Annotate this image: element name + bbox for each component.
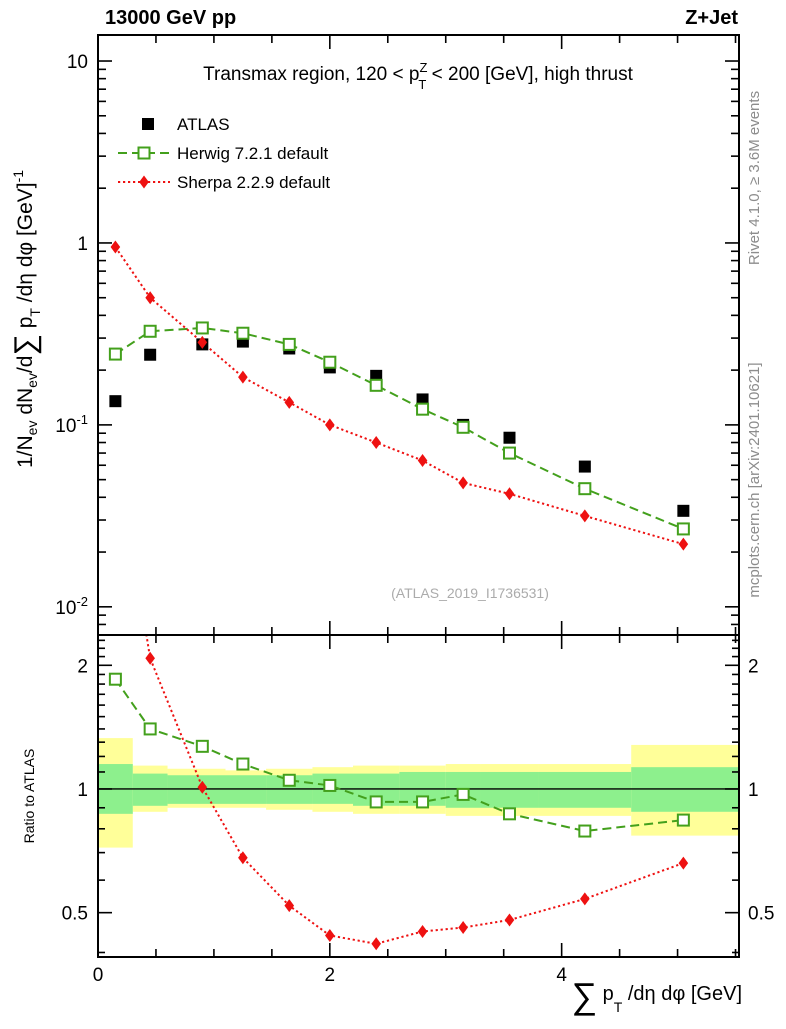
ratio-uncertainty-bands [98, 738, 739, 848]
ratio-tick-label-left: 0.5 [61, 903, 88, 925]
herwig-marker [237, 328, 248, 339]
sherpa-marker [371, 436, 381, 449]
herwig-marker [110, 349, 121, 360]
ratio-tick-label-left: 2 [77, 656, 88, 678]
title-superscript-Z: Z [419, 60, 428, 75]
y-tick-label: $10^{-2}$ [55, 593, 88, 619]
sherpa-ratio-marker [111, 435, 121, 448]
process-label: Z+Jet [685, 7, 738, 29]
legend-herwig-marker [139, 148, 150, 159]
sherpa-marker [679, 538, 689, 551]
herwig-marker [458, 422, 469, 433]
y-tick-label: $10^{-1}$ [55, 411, 88, 437]
y-tick-label: 10 [66, 52, 88, 74]
ratio-axis-title: Ratio to ATLAS [21, 748, 37, 844]
band-green [538, 772, 631, 808]
legend-label-herwig: Herwig 7.2.1 default [177, 144, 329, 163]
herwig-ratio-marker [417, 796, 428, 807]
x-tick-label: 4 [556, 965, 567, 986]
ylabel-c: dN [14, 387, 37, 421]
atlas-marker [144, 349, 156, 361]
mcplots-arxiv-note: mcplots.cern.ch [arXiv:2401.10621] [746, 362, 763, 598]
ylabel-sub-ev2: ev [24, 373, 40, 388]
ratio-tick-label-right: 2 [748, 656, 759, 678]
sherpa-marker [418, 454, 428, 467]
xlabel-p: p [597, 983, 614, 1005]
title-text-b: < 200 [GeV], high thrust [426, 64, 633, 85]
sherpa-ratio-marker [371, 937, 381, 950]
sherpa-marker [505, 487, 515, 500]
atlas-marker [677, 505, 689, 517]
herwig-ratio-marker [324, 780, 335, 791]
herwig-marker [417, 404, 428, 415]
ylabel-sup-inv: -1 [10, 169, 26, 183]
sherpa-ratio-marker [458, 921, 468, 934]
axis-tick-labels [55, 52, 774, 986]
xlabel-rest: /dη dφ [GeV] [622, 983, 742, 1005]
sherpa-ratio-marker [580, 892, 590, 905]
herwig-ratio-marker [110, 674, 121, 685]
x-axis-title [571, 975, 742, 1016]
x-tick-label: 2 [324, 965, 336, 986]
herwig-marker [145, 326, 156, 337]
herwig-ratio-marker [145, 723, 156, 734]
y-axis-title [9, 170, 43, 468]
sherpa-marker [580, 509, 590, 522]
sherpa-ratio-marker [145, 652, 155, 665]
herwig-line [115, 328, 683, 529]
herwig-ratio-marker [237, 759, 248, 770]
sherpa-ratio-marker [325, 929, 335, 942]
x-tick-label: 0 [92, 965, 104, 986]
herwig-marker [284, 339, 295, 350]
rivet-version-note: Rivet 4.1.0, ≥ 3.6M events [746, 90, 763, 266]
ratio-tick-label-right: 1 [748, 779, 759, 801]
ratio-tick-label-left: 1 [77, 779, 88, 801]
sherpa-ratio-marker [679, 857, 689, 870]
legend-label-atlas: ATLAS [177, 115, 230, 134]
ylabel-sum-icon: ∑ [9, 334, 42, 356]
sherpa-ratio-line [115, 442, 683, 944]
atlas-marker [503, 432, 515, 444]
legend-markers [118, 118, 170, 189]
atlas-marker [109, 395, 121, 407]
analysis-id-watermark: (ATLAS_2019_I1736531) [391, 585, 549, 601]
herwig-marker [371, 380, 382, 391]
herwig-ratio-marker [579, 826, 590, 837]
herwig-marker [579, 483, 590, 494]
herwig-ratio-marker [678, 815, 689, 826]
band-green [481, 772, 539, 808]
ratio-tick-label-right: 0.5 [748, 903, 775, 925]
sherpa-ratio-marker [418, 925, 428, 938]
ylabel-sub-ev1: ev [24, 420, 40, 436]
legend-atlas-marker [142, 118, 154, 130]
sherpa-marker [284, 396, 294, 409]
atlas-marker [579, 461, 591, 473]
main-curves [109, 241, 689, 551]
sherpa-marker [325, 418, 335, 431]
xlabel-sum-icon: ∑ [571, 975, 598, 1016]
ylabel-i: /dη dφ [GeV] [14, 182, 37, 309]
y-tick-label: 1 [77, 233, 88, 255]
plot-title [203, 60, 633, 92]
herwig-ratio-marker [458, 789, 469, 800]
beam-energy-label: 13000 GeV pp [105, 7, 237, 29]
ratio-curves [110, 435, 689, 950]
title-text-a: Transmax region, 120 < p [203, 64, 420, 85]
ylabel-g: p [14, 316, 37, 335]
sherpa-marker [238, 371, 248, 384]
sherpa-line [115, 247, 683, 544]
legend-sherpa-marker [139, 176, 149, 189]
ylabel-e: /d [14, 355, 37, 374]
sherpa-marker [458, 476, 468, 489]
sherpa-ratio-marker [505, 913, 515, 926]
herwig-marker [324, 357, 335, 368]
ylabel-sub-T: T [27, 308, 43, 317]
band-green [133, 774, 168, 806]
ylabel-a: 1/N [14, 435, 37, 468]
herwig-marker [504, 448, 515, 459]
herwig-ratio-marker [284, 775, 295, 786]
herwig-ratio-marker [371, 796, 382, 807]
herwig-marker [197, 322, 208, 333]
herwig-ratio-marker [504, 808, 515, 819]
xlabel-sub-T: T [613, 999, 623, 1015]
title-subscript-T: T [418, 77, 427, 92]
herwig-ratio-marker [197, 741, 208, 752]
herwig-marker [678, 523, 689, 534]
legend-label-sherpa: Sherpa 2.2.9 default [177, 173, 331, 192]
